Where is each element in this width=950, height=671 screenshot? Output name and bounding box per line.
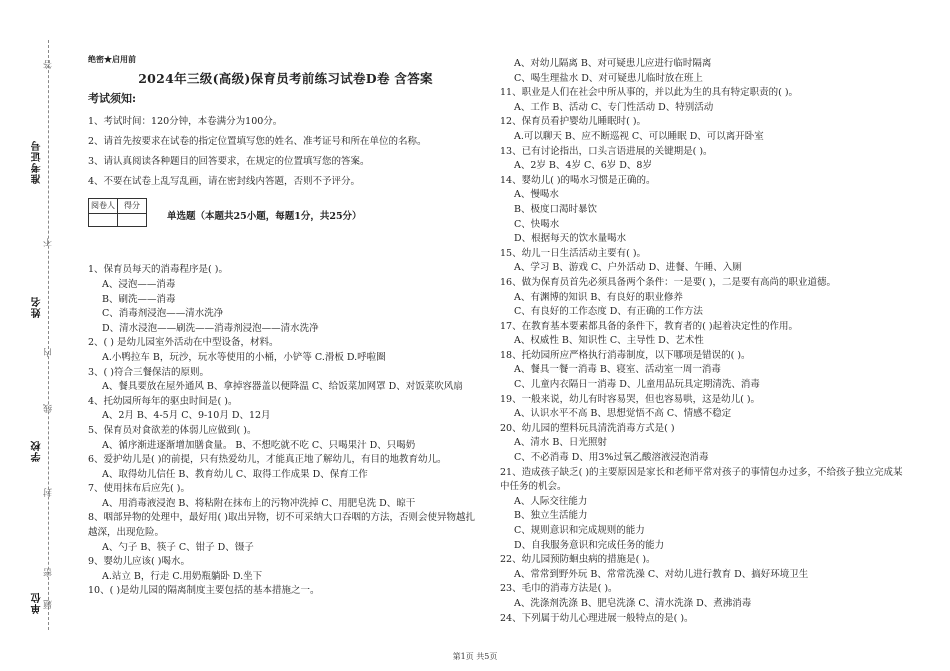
reviewer-blank[interactable] (89, 214, 118, 227)
answer-options-row: A、循序渐进逐渐增加膳食量。 B、不想吃就不吃 C、只喝果汁 D、只喝奶 (102, 439, 416, 451)
answer-options-row: A、餐具要放在屋外通风 B、拿掉容器盖以便降温 C、给饭菜加网罩 D、对饭菜吹风扇 (102, 381, 463, 393)
question-text: 20、幼儿园的塑料玩具清洗消毒方式是( ) (500, 422, 675, 434)
left-question-list (88, 263, 483, 599)
question-text: 1、保育员每天的消毒程序是( )。 (88, 264, 228, 276)
margin-mark-da: 答 (44, 60, 54, 69)
answer-option: C、快喝水 (514, 218, 560, 230)
question-text: 14、婴幼儿( )的喝水习惯是正确的。 (500, 174, 656, 186)
notice-list (88, 112, 483, 192)
answer-options-row: C、不必消毒 D、用3%过氧乙酸溶液浸泡消毒 (514, 452, 709, 464)
answer-options-row: C、喝生理盐水 D、对可疑患儿临时放在班上 (514, 72, 703, 84)
question-text: 8、咽部异物的处理中，最好用( )取出异物，切不可采纳大口吞咽的方法，否则会使异物越扎越深，出现危险。 (88, 512, 475, 539)
name-label: 姓名 (32, 296, 43, 318)
question-text: 3、( )符合三餐保洁的原则。 (88, 366, 209, 378)
answer-options-row: A、对幼儿隔离 B、对可疑患儿应进行临时隔离 (514, 58, 712, 69)
margin-mark-ti: 题 (44, 600, 54, 609)
school-label: 学校 (32, 440, 43, 462)
notice-item: 3、请认真阅读各种题目的回答要求，在规定的位置填写您的答案。 (88, 155, 370, 167)
question-text: 10、( )是幼儿园的隔离制度主要包括的基本措施之一。 (88, 585, 320, 597)
answer-option: B、独立生活能力 (514, 510, 588, 522)
answer-option: A、慢喝水 (514, 189, 559, 201)
answer-options-row: A、权威性 B、知识性 C、主导性 D、艺术性 (514, 335, 704, 347)
answer-options-row: A、用消毒液浸泡 B、将粘附在抹布上的污物冲洗掉 C、用肥皂洗 D、晾干 (102, 497, 416, 509)
section-heading: 单选题（本题共25小题，每题1分，共25分） (167, 211, 362, 223)
answer-options-row: A.可以聊天 B、应不断巡视 C、可以睡眠 D、可以离开卧室 (514, 130, 764, 142)
answer-option: D、根据每天的饮水量喝水 (514, 233, 627, 245)
question-text: 18、托幼园所应严格执行消毒制度，以下哪项是错误的( )。 (500, 349, 751, 361)
notice-heading: 考试须知: (88, 92, 137, 106)
question-text: 12、保育员看护婴幼儿睡眠时( )。 (500, 116, 647, 128)
answer-options-row: A、认识水平不高 B、思想觉悟不高 C、情感不稳定 (514, 408, 732, 420)
question-text: 23、毛巾的消毒方法是( )。 (500, 583, 618, 595)
question-text: 15、幼儿一日生活活动主要有( )。 (500, 247, 647, 259)
score-cell: 得分 (118, 198, 147, 214)
answer-options-row: A、常常到野外玩 B、常常洗澡 C、对幼儿进行教育 D、搞好环境卫生 (514, 568, 809, 580)
score-table (88, 198, 147, 228)
page-title: 2024年三级(高级)保育员考前练习试卷D卷 含答案 (138, 70, 433, 86)
unit-label: 单位 (32, 592, 43, 614)
answer-options-row: A.小鸭拉车 B，玩沙，玩水等使用的小桶，小铲等 C.滑板 D.呼啦圈 (102, 351, 386, 363)
question-text: 21、造成孩子缺乏( )的主要原因是家长和老师平常对孩子的事情包办过多，不给孩子独立完成某中任务的机会。 (500, 466, 903, 493)
answer-option: C、消毒剂浸泡——清水洗净 (102, 308, 224, 320)
answer-options-row: A、餐具一餐一消毒 B、寝室、活动室一周一消毒 (514, 364, 721, 376)
question-text: 7、使用抹布后应先( )。 (88, 483, 190, 495)
answer-options-row: A、工作 B、活动 C、专门性活动 D、特别活动 (514, 101, 714, 113)
answer-options-row: A、2月 B、4-5月 C、9-10月 D、12月 (102, 410, 271, 422)
margin-mark-xian: 线 (44, 404, 54, 413)
reviewer-cell: 阅卷人 (89, 198, 118, 214)
question-text: 19、一般来说，幼儿有时容易哭，但也容易哄，这是幼儿( )。 (500, 393, 761, 405)
answer-options-row: A.站立 B，行走 C.用奶瓶躺卧 D.坐下 (102, 570, 263, 582)
right-column (500, 57, 910, 626)
binding-margin (0, 0, 75, 671)
margin-mark-nei: 内 (44, 348, 54, 357)
question-text: 9、婴幼儿应该( )喝水。 (88, 556, 190, 568)
question-text: 24、下列属于幼儿心理进展一般特点的是( )。 (500, 612, 694, 624)
answer-options-row: A、洗涤剂洗涤 B、肥皂洗涤 C、清水洗涤 D、煮沸消毒 (514, 597, 752, 609)
score-blank[interactable] (118, 214, 147, 227)
answer-options-row: C、儿童内衣隔日一消毒 D、儿童用品玩具定期清洗、消毒 (514, 379, 760, 391)
margin-mark-mi: 密 (44, 568, 54, 577)
question-text: 5、保育员对食欲差的体弱儿应做到( )。 (88, 424, 257, 436)
right-question-list (500, 57, 910, 626)
question-text: 6、爱护幼儿是( )的前提，只有热爱幼儿，才能真正地了解幼儿，有目的地教育幼儿。 (88, 454, 447, 466)
question-text: 17、在教育基本要素都具备的条件下，教育者的( )起着决定性的作用。 (500, 320, 799, 332)
answer-options-row: A、清水 B、日光照射 (514, 437, 607, 449)
question-text: 16、做为保育员首先必须具备两个条件：一是要( )，二是要有高尚的职业道德。 (500, 276, 837, 288)
answer-option: D、自我服务意识和完成任务的能力 (514, 539, 665, 551)
seal-line (48, 40, 49, 630)
answer-options-row: A、取得幼儿信任 B、教育幼儿 C、取得工作成果 D、保育工作 (102, 468, 368, 480)
question-text: 22、幼儿园预防蛔虫病的措施是( )。 (500, 554, 656, 566)
answer-option: B、极度口渴时暴饮 (514, 203, 597, 215)
question-text: 4、托幼园所每年的驱虫时间是( )。 (88, 395, 238, 407)
answer-options-row: C、有良好的工作态度 D、有正确的工作方法 (514, 306, 703, 318)
notice-item: 4、不要在试卷上乱写乱画，请在密封线内答题，否则不予评分。 (88, 175, 361, 187)
secret-label: 绝密★启用前 (88, 54, 136, 64)
margin-mark-bu: 不 (44, 238, 54, 247)
answer-option: C、规则意识和完成规则的能力 (514, 525, 645, 536)
question-text: 11、职业是人们在社会中所从事的，并以此为生的具有特定职责的( )。 (500, 87, 799, 99)
answer-option: D、清水浸泡——刷洗——消毒剂浸泡——清水洗净 (102, 322, 319, 334)
answer-options-row: A、勺子 B、筷子 C、钳子 D、镊子 (102, 541, 254, 553)
question-text: 13、已有讨论指出，口头言语进展的关键期是( )。 (500, 145, 713, 157)
answer-option: A、浸泡——消毒 (102, 278, 176, 290)
answer-option: A、人际交往能力 (514, 495, 588, 507)
notice-item: 2、请首先按要求在试卷的指定位置填写您的姓名、准考证号和所在单位的名称。 (88, 135, 427, 147)
notice-item: 1、考试时间：120分钟，本卷满分为100分。 (88, 115, 283, 127)
answer-options-row: A、有渊博的知识 B、有良好的职业修养 (514, 291, 683, 303)
exam-id-label: 准考证号 (32, 140, 43, 184)
question-text: 2、( ) 是幼儿园室外活动在中型设备，材料。 (88, 337, 279, 349)
page-footer: 第1页 共5页 (452, 652, 498, 661)
answer-option: B、刷洗——消毒 (102, 293, 176, 305)
left-column (88, 52, 483, 599)
margin-mark-feng: 封 (44, 488, 54, 497)
answer-options-row: A、学习 B、游戏 C、户外活动 D、进餐、午睡、入厕 (514, 262, 742, 274)
answer-options-row: A、2岁 B、4岁 C、6岁 D、8岁 (514, 160, 652, 172)
score-row (88, 198, 483, 228)
